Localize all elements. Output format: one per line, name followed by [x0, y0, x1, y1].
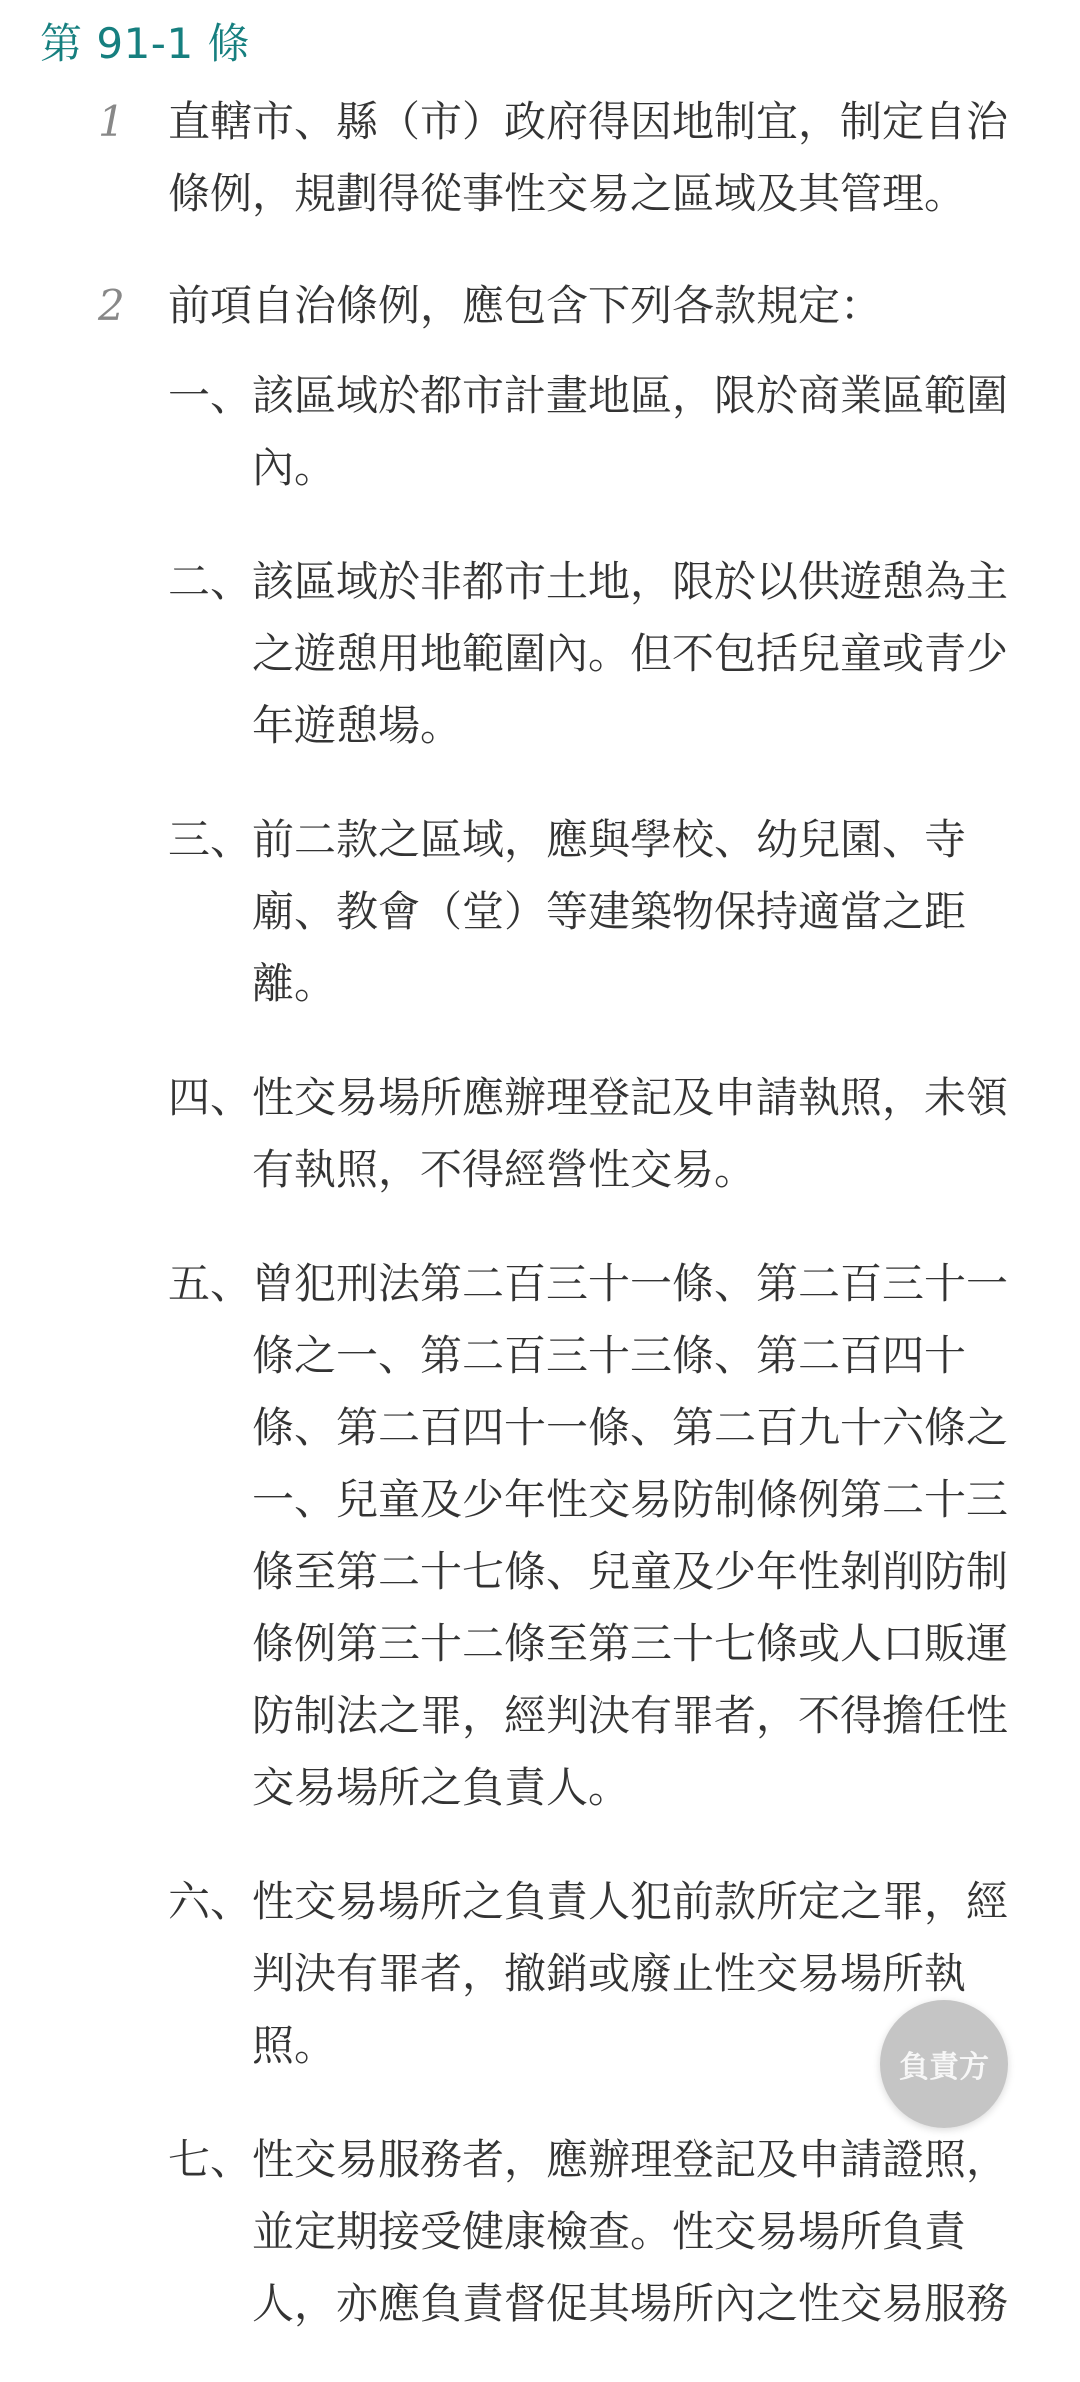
list-item [0, 2124, 1080, 2340]
item-marker: 七、 [168, 2135, 253, 2184]
item-text: 前二款之區域，應與學校、幼兒園、寺廟、教會（堂）等建築物保持適當之距離。 [252, 815, 967, 1008]
floating-button-label: 負責方 [899, 2050, 989, 2085]
item-text: 該區域於都市計畫地區，限於商業區範圍內。 [252, 371, 1009, 492]
list-item [0, 360, 1080, 504]
item-text: 性交易服務者，應辦理登記及申請證照，並定期接受健康檢查。性交易場所負責人，亦應負責督促其場所內之性交易服務 [252, 2135, 1009, 2328]
item-marker: 六、 [168, 1877, 253, 1926]
item-marker: 五、 [168, 1259, 253, 1308]
item-text: 曾犯刑法第二百三十一條、第二百三十一條之一、第二百三十三條、第二百四十條、第二百四十一條、第二百九十六條之一、兒童及少年性交易防制條例第二十三條至第二十七條、兒童及少年性剝削防制條例第三十二條至第三十七條或人口販運防制法之罪，經判決有罪者，不得擔任性交易場所之負責人。 [252, 1259, 1009, 1812]
item-marker: 二、 [168, 557, 253, 606]
list-item [0, 1062, 1080, 1206]
item-marker: 四、 [168, 1073, 253, 1122]
paragraph-number: 1 [98, 97, 125, 146]
list-item [0, 1248, 1080, 1824]
paragraph-number: 2 [98, 281, 125, 330]
floating-action-button[interactable] [880, 2000, 1008, 2128]
item-marker: 三、 [168, 815, 253, 864]
article-title: 第 91-1 條 [40, 19, 251, 68]
item-marker: 一、 [168, 371, 253, 420]
item-text: 性交易場所之負責人犯前款所定之罪，經判決有罪者，撤銷或廢止性交易場所執照。 [252, 1877, 1009, 2070]
list-item [0, 546, 1080, 762]
item-text: 該區域於非都市土地，限於以供遊憩為主之遊憩用地範圍內。但不包括兒童或青少年遊憩場。 [252, 557, 1009, 750]
paragraph-text: 前項自治條例，應包含下列各款規定： [168, 281, 883, 330]
list-item [0, 804, 1080, 1020]
item-text: 性交易場所應辦理登記及申請執照，未領有執照，不得經營性交易。 [252, 1073, 1009, 1194]
paragraph-2 [0, 270, 1080, 342]
paragraph-text: 直轄市、縣（市）政府得因地制宜，制定自治條例，規劃得從事性交易之區域及其管理。 [168, 97, 1009, 218]
paragraph-1 [0, 86, 1080, 230]
